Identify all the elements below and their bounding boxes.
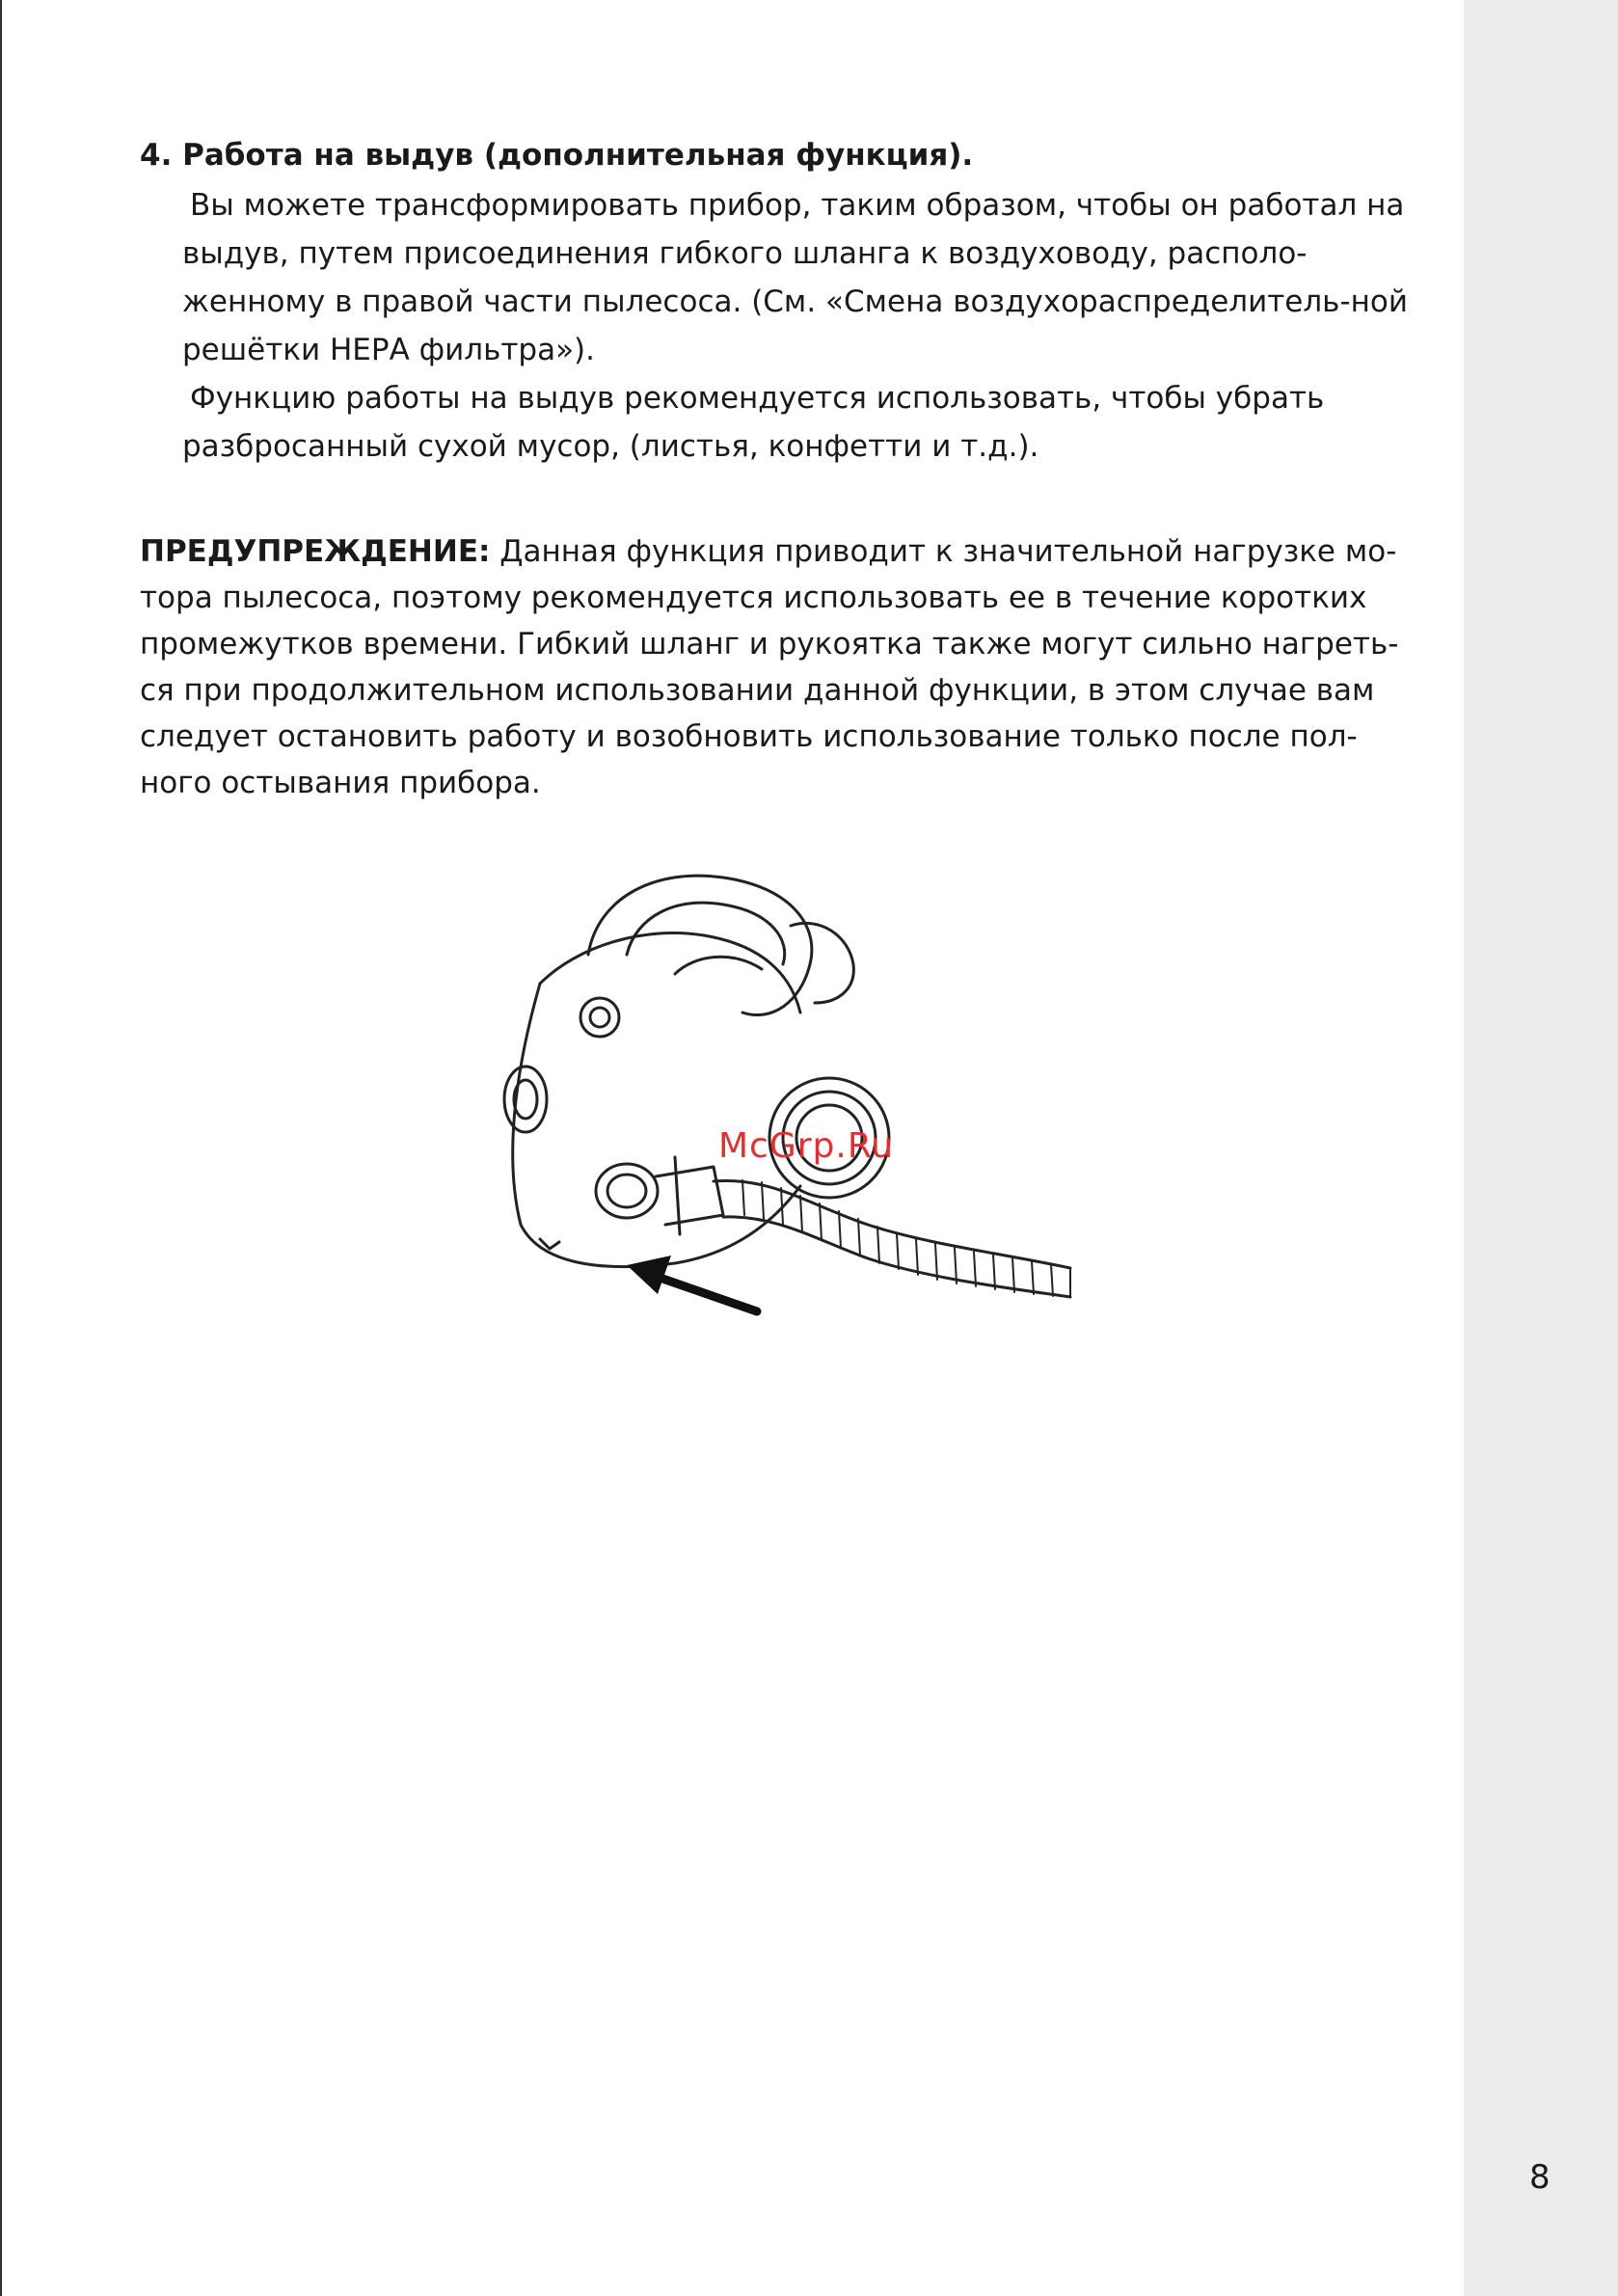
- paragraph-usage: Функцию работы на выдув рекомендуется использовать, чтобы убрать разбросанный сухой мусор, (листья, конфетти и т.д.).: [182, 381, 1325, 464]
- vacuum-cleaner-illustration: [482, 858, 1099, 1360]
- left-wheel: [504, 1067, 547, 1132]
- handle-outline: [588, 876, 812, 1014]
- vacuum-body-outline: [513, 984, 800, 1267]
- arrow-icon: [627, 1256, 757, 1311]
- warning-paragraph: [140, 528, 1413, 806]
- page-edge-line: [0, 0, 2, 2296]
- section-heading: 4. Работа на выдув (дополнительная функция).: [140, 138, 974, 173]
- text-content: [140, 133, 1413, 806]
- paragraph-blow-mode: Вы можете трансформировать прибор, таким образом, чтобы он работал на выдув, путем присоединения гибкого шланга к воздуховоду, располо-женному в правой части пылесоса. (См. «Смена воздухораспределитель-ной решётки НЕРА фильтра»).: [182, 188, 1409, 367]
- flexible-hose: [714, 1180, 1070, 1268]
- warning-text: Данная функция приводит к значительной нагрузке мо-тора пылесоса, поэтому рекомендуется использовать ее в течение коротких промежутков времени. Гибкий шланг и рукоятка также могут сильно нагреть-ся при продолжительном использовании данной функции, в этом случае вам следует остановить работу и возобновить использование только после пол-ного остывания прибора.: [140, 534, 1399, 800]
- air-outlet: [596, 1164, 658, 1218]
- page-number: 8: [1529, 2158, 1551, 2197]
- power-button: [580, 998, 619, 1037]
- watermark-text: McGrp.Ru: [718, 1126, 895, 1166]
- vacuum-top-outline: [540, 932, 800, 1013]
- warning-label: ПРЕДУПРЕЖДЕНИЕ:: [140, 534, 491, 569]
- side-margin-strip: [1464, 0, 1618, 2296]
